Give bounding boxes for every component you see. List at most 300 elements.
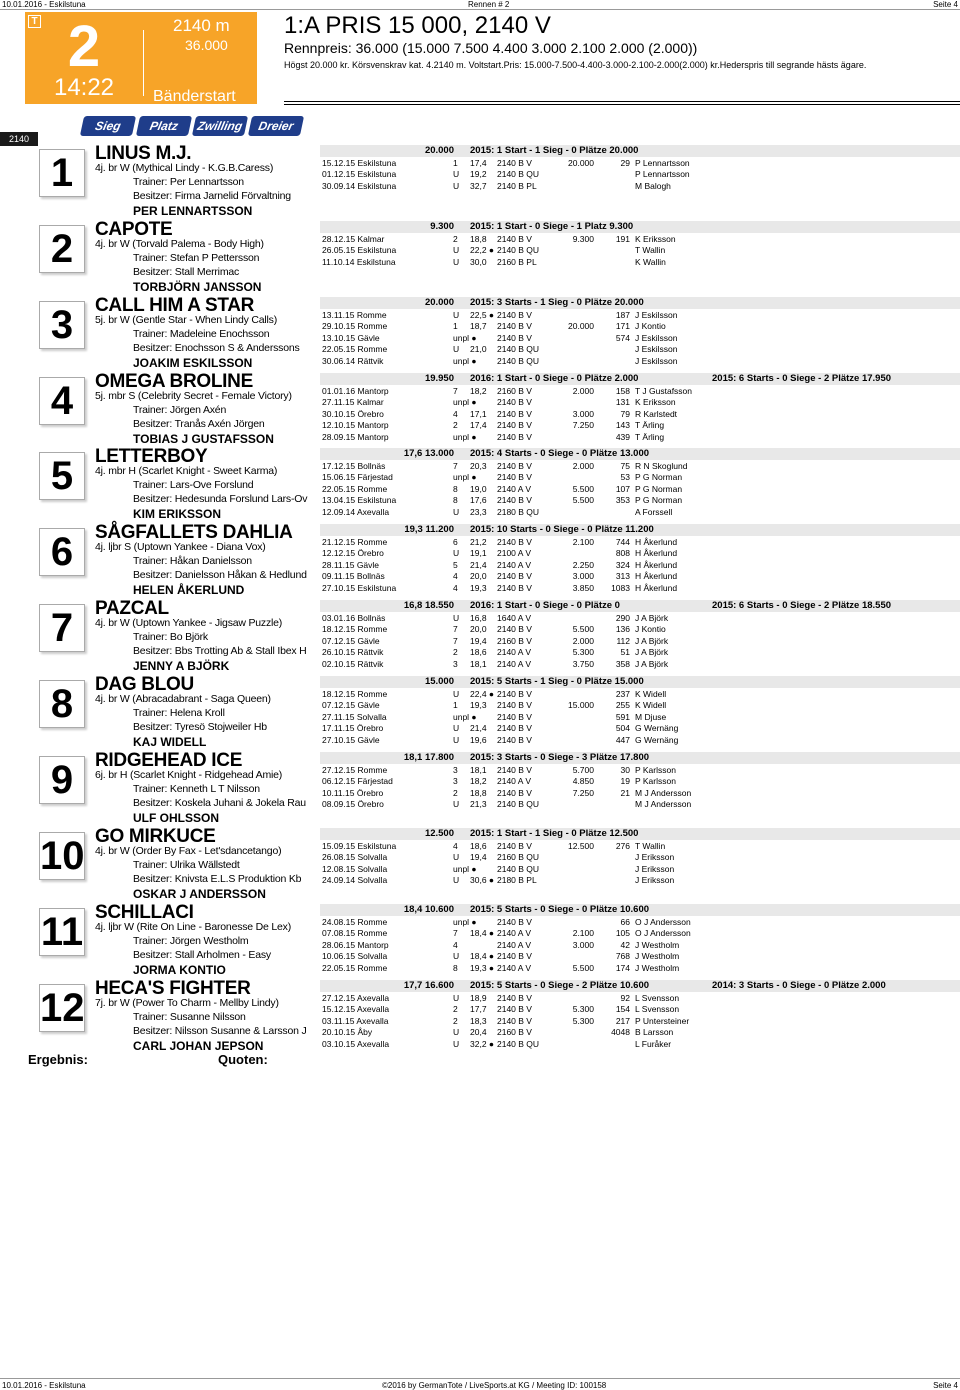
run-place: 2: [453, 1004, 458, 1015]
summary-bar: [320, 828, 960, 840]
summary-stats: 2015: 5 Starts - 1 Sieg - 0 Plätze 15.000: [470, 676, 644, 687]
run-prize: 3.750: [572, 658, 594, 669]
run-time: 20,3: [470, 461, 487, 471]
run-date-track: 21.12.15 Romme: [322, 537, 388, 547]
run-place: U: [453, 993, 460, 1003]
horse-entry: [25, 371, 960, 453]
run-driver: P G Norman: [635, 495, 683, 506]
summary-earnings: 16,8 18.550: [403, 600, 454, 611]
run-place: U: [453, 256, 460, 267]
trainer: Trainer: Stefan P Pettersson: [133, 252, 260, 264]
run-place: U: [453, 548, 460, 559]
start-number: 7: [39, 604, 85, 652]
run-place: 7: [453, 635, 458, 646]
run-date-track: 03.11.15 Axevalla: [322, 1015, 389, 1026]
run-time: 17,6: [470, 495, 487, 506]
run-date-track: 13.11.15 Romme: [322, 310, 387, 320]
run-row: [322, 484, 960, 495]
summary-bar: [320, 980, 960, 992]
run-date-track: 07.12.15 Gävle: [322, 635, 380, 646]
run-time: 19,4: [470, 635, 487, 646]
run-row: [322, 560, 960, 571]
run-odds: 217: [615, 1015, 630, 1026]
run-place: 1: [453, 321, 458, 332]
run-date-track: 24.09.14 Solvalla: [322, 875, 388, 886]
run-driver: P Karlsson: [635, 776, 676, 787]
run-date-track: 18.12.15 Romme: [322, 624, 388, 635]
trainer: Trainer: Per Lennartsson: [133, 176, 244, 188]
run-time: 19,3: [470, 582, 487, 593]
run-date-track: 10.06.15 Solvalla: [322, 951, 388, 962]
horse-info: 4j. br W (Abracadabrant - Saga Queen): [95, 693, 271, 705]
run-row: [322, 917, 960, 928]
run-odds: 255: [615, 700, 630, 711]
run-place: U: [453, 852, 460, 863]
run-time: 18,2: [470, 776, 487, 787]
run-time: 23,3: [470, 506, 487, 517]
bet-zwilling: Zwilling: [192, 116, 248, 136]
run-time: 21,4: [470, 723, 487, 734]
run-time: 19,1: [470, 548, 487, 559]
run-date-track: 30.09.14 Eskilstuna: [322, 180, 397, 191]
run-row: [322, 234, 960, 245]
run-distance: 2140 B V: [497, 1015, 532, 1026]
run-driver: H Åkerlund: [635, 548, 678, 559]
horse-info: 4j. mbr H (Scarlet Knight - Sweet Karma): [95, 465, 278, 477]
run-distance: 2140 B QU: [497, 169, 540, 180]
run-distance: 2140 B V: [497, 951, 532, 962]
run-row: [322, 776, 960, 787]
trainer: Trainer: Jörgen Axén: [133, 404, 227, 416]
run-row: [322, 841, 960, 852]
summary-stats: 2015: 5 Starts - 0 Siege - 2 Plätze 10.600: [470, 980, 650, 991]
driver: JOAKIM ESKILSSON: [133, 356, 253, 370]
run-distance: 2160 B V: [497, 1027, 532, 1038]
run-row: [322, 928, 960, 939]
summary-earnings: 17,6 13.000: [403, 448, 454, 459]
summary-earnings: 19.950: [424, 373, 454, 384]
run-row: [322, 1027, 960, 1038]
run-place: 2: [453, 420, 458, 431]
footer: [0, 1378, 960, 1390]
driver: CARL JOHAN JEPSON: [133, 1039, 264, 1053]
run-driver: B Larsson: [635, 1027, 674, 1038]
run-date-track: 27.11.15 Kalmar: [322, 397, 384, 408]
race-time: 14:22: [53, 74, 115, 101]
run-prize: 7.250: [572, 787, 594, 798]
run-distance: 2140 A V: [497, 962, 532, 973]
bet-dreier: Dreier: [248, 116, 304, 136]
driver: PER LENNARTSSON: [133, 204, 253, 218]
run-driver: J A Björk: [635, 613, 669, 623]
run-distance: 2160 B PL: [497, 256, 537, 267]
run-distance: 2140 B V: [497, 537, 532, 547]
past-runs: [322, 689, 960, 746]
run-odds: 4048: [611, 1027, 630, 1038]
past-runs: [322, 917, 960, 974]
run-date-track: 09.11.15 Bollnäs: [322, 571, 385, 582]
run-date-track: 12.10.15 Mantorp: [322, 420, 389, 431]
trainer: Trainer: Ulrika Wällstedt: [133, 859, 240, 871]
run-distance: 2140 B QU: [497, 863, 540, 874]
run-date-track: 12.08.15 Solvalla: [322, 863, 388, 874]
run-prize: 2.000: [572, 635, 594, 646]
run-driver: O J Andersson: [635, 917, 691, 927]
horse-entry: [25, 674, 960, 756]
run-row: [322, 409, 960, 420]
horse-name: SÅGFALLETS DAHLIA: [95, 522, 293, 543]
run-place: 5: [453, 559, 458, 570]
start-number: 5: [39, 452, 85, 500]
run-place: U: [453, 506, 460, 517]
start-number: 12: [40, 986, 85, 1030]
run-prize: 5.300: [572, 647, 594, 658]
run-distance: 2160 B V: [497, 635, 532, 646]
past-runs: [322, 234, 960, 268]
run-time: 20,4: [470, 1027, 487, 1038]
run-odds: 131: [615, 397, 630, 408]
run-row: [322, 169, 960, 180]
run-row: [322, 765, 960, 776]
run-driver: R N Skoglund: [635, 461, 688, 471]
race-header-box: [25, 12, 257, 104]
run-time: 18,4 ●: [470, 928, 495, 939]
start-number: 2: [39, 225, 85, 273]
run-time: 18,4 ●: [470, 951, 495, 962]
run-place: 3: [453, 658, 458, 669]
run-distance: 2140 A V: [497, 928, 532, 939]
run-time: 21,2: [470, 537, 487, 547]
run-row: [322, 344, 960, 355]
run-distance: 2160 B V: [497, 386, 532, 396]
run-place: unpl ●: [453, 917, 477, 927]
run-row: [322, 940, 960, 951]
run-odds: 158: [615, 386, 630, 396]
run-driver: M J Andersson: [635, 787, 692, 798]
run-prize: 3.000: [572, 408, 594, 419]
run-distance: 2140 B V: [497, 841, 532, 851]
summary-stats: 2015: 1 Start - 0 Siege - 1 Platz 9.300: [470, 221, 634, 232]
driver: JORMA KONTIO: [133, 963, 226, 977]
driver: KIM ERIKSSON: [133, 507, 222, 521]
summary-bar: [320, 221, 960, 233]
run-place: U: [453, 799, 460, 810]
run-time: 18,9: [470, 993, 487, 1003]
owner: Besitzer: Stall Merrimac: [133, 266, 240, 278]
run-date-track: 28.12.15 Kalmar: [322, 234, 385, 244]
run-date-track: 24.08.15 Romme: [322, 917, 388, 927]
run-row: [322, 397, 960, 408]
run-odds: 591: [615, 711, 630, 722]
run-driver: J Westholm: [635, 939, 680, 950]
run-odds: 107: [615, 483, 630, 494]
run-driver: K Eriksson: [635, 234, 676, 244]
run-prize: 20.000: [568, 321, 594, 332]
horse-entry: [25, 826, 960, 908]
run-driver: P Lennartsson: [635, 169, 690, 180]
horse-entry: [25, 598, 960, 680]
run-odds: 313: [615, 571, 630, 582]
summary-stats: 2015: 4 Starts - 0 Siege - 0 Plätze 13.000: [470, 448, 650, 459]
summary-bar: [320, 600, 960, 612]
run-place: 7: [453, 461, 458, 471]
summary-bar: [320, 676, 960, 688]
run-date-track: 17.12.15 Bollnäs: [322, 461, 386, 471]
horse-entry: [25, 219, 960, 301]
run-time: 30,0: [470, 256, 487, 267]
run-prize: 4.850: [572, 776, 594, 787]
start-number: 3: [39, 301, 85, 349]
run-odds: 324: [615, 559, 630, 570]
run-row: [322, 548, 960, 559]
run-time: 16,8: [470, 613, 487, 623]
horse-entry: [25, 446, 960, 528]
run-date-track: 07.12.15 Gävle: [322, 700, 380, 711]
past-runs: [322, 765, 960, 811]
run-date-track: 11.10.14 Eskilstuna: [322, 256, 396, 267]
run-odds: 154: [615, 1004, 630, 1015]
run-date-track: 28.06.15 Mantorp: [322, 939, 389, 950]
run-place: 7: [453, 624, 458, 635]
horse-name: DAG BLOU: [95, 674, 194, 695]
summary-earnings: 20.000: [424, 145, 454, 156]
past-runs: [322, 841, 960, 887]
run-driver: M J Andersson: [635, 799, 692, 810]
run-odds: 51: [620, 647, 630, 658]
trainer: Trainer: Madeleine Enochsson: [133, 328, 270, 340]
run-distance: 2140 A V: [497, 776, 532, 787]
bet-sieg: Sieg: [80, 116, 136, 136]
run-driver: P Untersteiner: [635, 1015, 690, 1026]
run-odds: 1083: [611, 582, 630, 593]
run-date-track: 15.12.15 Eskilstuna: [322, 158, 397, 168]
run-row: [322, 472, 960, 483]
run-place: U: [453, 875, 460, 886]
run-row: [322, 963, 960, 974]
run-date-track: 18.12.15 Romme: [322, 689, 388, 699]
run-row: [322, 864, 960, 875]
run-distance: 2180 B PL: [497, 875, 537, 886]
start-number: 4: [39, 377, 85, 425]
run-time: 22,5 ●: [470, 310, 495, 320]
run-distance: 2140 B QU: [497, 344, 540, 355]
run-row: [322, 993, 960, 1004]
run-date-track: 27.12.15 Axevalla: [322, 993, 390, 1003]
run-driver: L Svensson: [635, 1004, 680, 1015]
run-distance: 2140 B V: [497, 495, 532, 506]
run-time: 18,2: [470, 386, 487, 396]
summary-bar: [320, 297, 960, 309]
start-type: Bänderstart: [153, 88, 236, 105]
run-driver: J Eskilsson: [635, 344, 678, 355]
run-date-track: 22.05.15 Romme: [322, 483, 388, 494]
run-row: [322, 507, 960, 518]
run-place: U: [453, 613, 460, 623]
horse-info: 7j. br W (Power To Charm - Mellby Lindy): [95, 997, 279, 1009]
run-odds: 53: [620, 472, 630, 483]
run-row: [322, 647, 960, 658]
run-time: 19,0: [470, 483, 487, 494]
owner: Besitzer: Enochsson S & Anderssons: [133, 342, 300, 354]
horse-name: CAPOTE: [95, 219, 173, 240]
summary-earnings: 9.300: [430, 221, 454, 232]
horse-name: LETTERBOY: [95, 446, 208, 467]
run-place: 2: [453, 1015, 458, 1026]
run-odds: 112: [616, 635, 630, 646]
horse-info: 4j. br W (Torvald Palema - Body High): [95, 238, 264, 250]
run-driver: H Åkerlund: [635, 537, 678, 547]
run-place: 8: [453, 495, 458, 506]
run-distance: 2140 B V: [497, 431, 532, 442]
run-distance: 2140 B QU: [497, 355, 540, 366]
run-odds: 29: [620, 158, 630, 168]
run-odds: 808: [615, 548, 630, 559]
run-odds: 290: [615, 613, 630, 623]
run-odds: 353: [615, 495, 630, 506]
summary-earnings: 18,1 17.800: [403, 752, 454, 763]
run-odds: 187: [615, 310, 630, 320]
run-date-track: 02.10.15 Rättvik: [322, 658, 384, 669]
run-row: [322, 356, 960, 367]
start-number: 9: [39, 756, 85, 804]
run-odds: 504: [615, 723, 630, 734]
run-driver: K Eriksson: [635, 397, 676, 408]
run-place: U: [453, 1027, 460, 1038]
run-row: [322, 700, 960, 711]
owner: Besitzer: Koskela Juhani & Jokela Rau: [133, 797, 306, 809]
driver: TORBJÖRN JANSSON: [133, 280, 262, 294]
footer-right: Seite 4: [933, 1381, 958, 1390]
run-date-track: 03.10.15 Axevalla: [322, 1038, 390, 1049]
run-place: unpl ●: [453, 431, 477, 442]
run-distance: 2140 B QU: [497, 799, 540, 810]
run-place: U: [453, 951, 460, 962]
run-place: U: [453, 1038, 460, 1049]
trainer: Trainer: Bo Björk: [133, 631, 208, 643]
run-prize: 5.500: [572, 495, 594, 506]
run-distance: 2140 B QU: [497, 1038, 540, 1049]
run-row: [322, 537, 960, 548]
run-distance: 2140 B V: [497, 993, 532, 1003]
run-driver: H Åkerlund: [635, 559, 678, 570]
run-prize: 2.000: [572, 461, 594, 471]
owner: Besitzer: Bbs Trotting Ab & Stall Ibex H: [133, 645, 307, 657]
run-row: [322, 245, 960, 256]
run-driver: J A Björk: [635, 635, 669, 646]
run-prize: 15.000: [568, 700, 594, 711]
summary-stats: 2015: 10 Starts - 0 Siege - 0 Plätze 11.200: [470, 524, 654, 535]
run-time: 30,6 ●: [470, 875, 495, 886]
run-distance: 2100 A V: [497, 548, 532, 559]
driver: KAJ WIDELL: [133, 735, 207, 749]
run-date-track: 27.12.15 Romme: [322, 765, 388, 775]
run-driver: T Wallin: [635, 245, 666, 256]
trainer: Trainer: Håkan Danielsson: [133, 555, 252, 567]
run-distance: 2140 B V: [497, 332, 532, 343]
run-time: 17,7: [470, 1004, 487, 1015]
summary-earnings: 20.000: [424, 297, 454, 308]
run-row: [322, 788, 960, 799]
run-odds: 105: [615, 928, 630, 939]
summary-stats-2: 2015: 6 Starts - 0 Siege - 2 Plätze 18.550: [712, 600, 892, 611]
run-time: 19,2: [470, 169, 487, 180]
run-odds: 79: [620, 408, 630, 419]
totalisator-logo: T: [28, 15, 41, 28]
run-prize: 3.000: [572, 571, 594, 582]
run-distance: 2140 B V: [497, 1004, 532, 1015]
horse-entry: [25, 143, 960, 225]
run-distance: 2140 B V: [497, 420, 532, 431]
summary-earnings: 18,4 10.600: [403, 904, 454, 915]
summary-earnings: 17,7 16.600: [403, 980, 454, 991]
summary-stats: 2015: 3 Starts - 1 Sieg - 0 Plätze 20.000: [470, 297, 644, 308]
summary-stats: 2016: 1 Start - 0 Siege - 0 Plätze 0: [470, 600, 620, 611]
horse-entry: [25, 750, 960, 832]
run-odds: 19: [620, 776, 630, 787]
run-time: 32,2 ●: [470, 1038, 495, 1049]
owner: Besitzer: Tranås Axén Jörgen: [133, 418, 265, 430]
run-distance: 2140 A V: [497, 559, 532, 570]
run-driver: J Westholm: [635, 962, 680, 973]
horse-name: RIDGEHEAD ICE: [95, 750, 243, 771]
run-place: U: [453, 344, 460, 355]
run-distance: 2140 B QU: [497, 245, 540, 256]
top-left: 10.01.2016 - Eskilstuna: [2, 0, 86, 9]
run-prize: 5.500: [572, 483, 594, 494]
trainer: Trainer: Jörgen Westholm: [133, 935, 249, 947]
run-place: 4: [453, 408, 458, 419]
run-place: U: [453, 734, 460, 745]
race-distance: 2140 m: [173, 16, 230, 35]
run-odds: 92: [620, 993, 630, 1003]
run-prize: 2.000: [572, 386, 594, 396]
run-distance: 2140 B V: [497, 461, 532, 471]
run-place: unpl ●: [453, 355, 477, 366]
run-place: 7: [453, 928, 458, 939]
run-place: 3: [453, 765, 458, 775]
footer-left: 10.01.2016 - Eskilstuna: [2, 1381, 86, 1390]
start-number: 10: [40, 834, 85, 878]
run-odds: 75: [620, 461, 630, 471]
start-number: 8: [39, 680, 85, 728]
run-distance: 2140 B V: [497, 158, 532, 168]
run-driver: J Eskilsson: [635, 310, 678, 320]
horse-info: 4j. br W (Order By Fax - Let'sdancetango): [95, 845, 282, 857]
run-place: U: [453, 723, 460, 734]
run-odds: 768: [615, 951, 630, 962]
run-place: 8: [453, 962, 458, 973]
run-time: 19,4: [470, 852, 487, 863]
run-distance: 2140 B V: [497, 472, 532, 483]
past-runs: [322, 613, 960, 670]
run-time: 20,0: [470, 624, 487, 635]
run-time: 21,0: [470, 344, 487, 355]
run-prize: 2.100: [572, 928, 594, 939]
run-time: 21,3: [470, 799, 487, 810]
summary-stats: 2015: 1 Start - 1 Sieg - 0 Plätze 12.500: [470, 828, 639, 839]
run-time: 19,3 ●: [470, 962, 495, 973]
run-distance: 2140 A V: [497, 658, 532, 669]
past-runs: [322, 158, 960, 192]
trainer: Trainer: Helena Kroll: [133, 707, 225, 719]
run-row: [322, 461, 960, 472]
run-time: 19,3: [470, 700, 487, 711]
run-row: [322, 1039, 960, 1050]
horse-info: 4j. br W (Mythical Lindy - K.G.B.Caress): [95, 162, 274, 174]
run-time: 17,1: [470, 408, 487, 419]
start-number: 11: [40, 910, 84, 954]
run-place: U: [453, 689, 460, 699]
